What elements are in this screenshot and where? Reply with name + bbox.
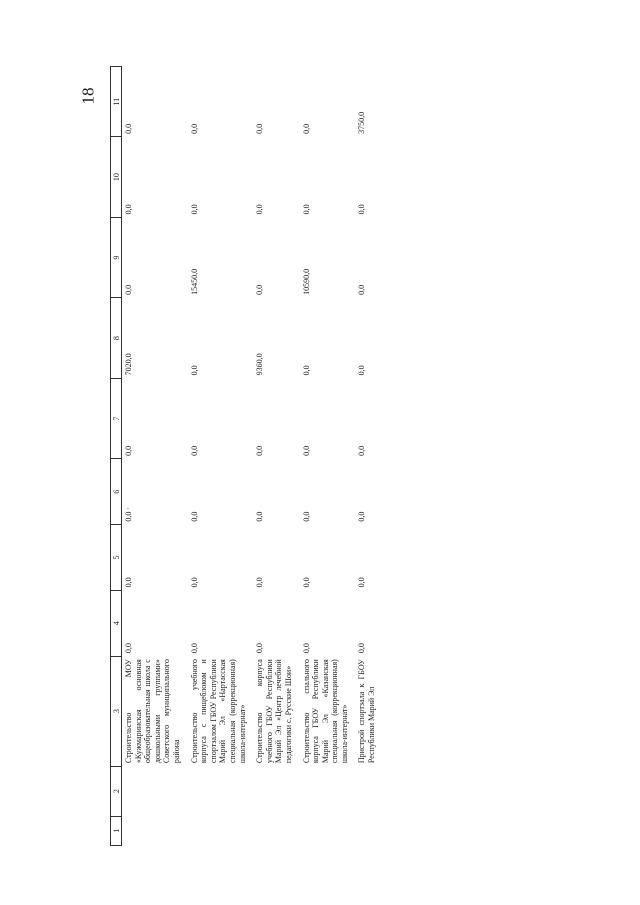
value-cell: 0,0 (301, 365, 311, 376)
code-cell (122, 766, 188, 816)
value-cell: 0,0 (255, 643, 265, 654)
program-table (110, 66, 383, 846)
value-cell: 0,0 (357, 511, 367, 522)
value-cell: 0,0 (301, 204, 311, 215)
value-cell: 0,0 (255, 123, 265, 134)
column-header: 9 (111, 217, 122, 298)
row-number-cell (253, 816, 299, 845)
row-number-cell (122, 816, 188, 845)
value-cell: 15450,0 (189, 268, 199, 295)
description-cell: Строительство МОУ «Кужмаринская основная общеобразовательная школа с дошкольными группами» Советского муниципального района (124, 659, 181, 764)
description-cell: Пристрой спортзала к ГБОУ Республики Марий Эл (357, 659, 377, 764)
value-cell: 7020,0 (124, 353, 133, 376)
value-cell: 0,0 (357, 643, 367, 654)
column-header: 2 (111, 766, 122, 816)
page-number: 18 (78, 87, 98, 105)
value-cell: 0,0 (357, 445, 367, 456)
value-cell: 0,0 (189, 445, 199, 456)
code-cell (253, 766, 299, 816)
value-cell: 0,0 (124, 284, 133, 295)
row-number-cell (300, 816, 356, 845)
value-cell: 0,0 (357, 577, 367, 588)
column-header: 10 (111, 137, 122, 218)
value-cell: 0,0 (189, 204, 199, 215)
column-header: 11 (111, 67, 122, 137)
value-cell: 0,0 (301, 445, 311, 456)
table-row (188, 67, 254, 846)
row-number-cell (188, 816, 254, 845)
description-cell: Строительство спального корпуса ГБОУ Республики Марий Эл «Казанская специальная (коррекционная) школа-интернат» (301, 659, 349, 764)
column-header: 8 (111, 298, 122, 379)
value-cell: 0,0 (124, 204, 133, 215)
column-header: 4 (111, 590, 122, 656)
table-row (355, 67, 382, 846)
value-cell: 0,0 (255, 511, 265, 522)
value-cell: 9360,0 (255, 353, 265, 376)
code-cell (188, 766, 254, 816)
value-cell: 0,0 (255, 445, 265, 456)
description-cell: Строительство корпуса учебного ГБОУ Республики Марий Эл «Центр лечебной педагогики с. Русские Шои» (255, 659, 293, 764)
column-header: 7 (111, 378, 122, 459)
value-cell: 0,0 (124, 445, 133, 456)
table-row (300, 67, 356, 846)
description-cell: Строительство учебного корпуса с пищеблоком и спортзалом ГБОУ Республики Марий Эл «Нартасская специальная (коррекционная) школа-интернат» (189, 659, 247, 764)
header-row (111, 67, 122, 846)
value-cell: 0,0 (189, 643, 199, 654)
value-cell: 0,0 (189, 577, 199, 588)
value-cell: 0,0 (301, 577, 311, 588)
column-header: 1 (111, 816, 122, 845)
value-cell: 0,0 (301, 123, 311, 134)
rotated-table-container (110, 66, 590, 846)
value-cell: 10590,0 (301, 268, 311, 295)
value-cell: 0,0 (301, 643, 311, 654)
value-cell: 0,0 (124, 577, 133, 588)
row-number-cell (355, 816, 382, 845)
value-cell: 0,0 (189, 365, 199, 376)
value-cell: 0,0 (189, 123, 199, 134)
value-cell: 0,0 · (124, 506, 133, 522)
column-header: 6 (111, 459, 122, 525)
value-cell: 3750,0 (357, 111, 367, 134)
column-header: 5 (111, 525, 122, 591)
code-cell (355, 766, 382, 816)
value-cell: 0,0 (255, 284, 265, 295)
column-header: 3 (111, 656, 122, 766)
value-cell: 0,0 (357, 365, 367, 376)
value-cell: 0,0 (357, 204, 367, 215)
value-cell: 0,0 (301, 511, 311, 522)
table-row (253, 67, 299, 846)
value-cell: 0,0 (124, 123, 133, 134)
code-cell (300, 766, 356, 816)
value-cell: 0,0 (255, 204, 265, 215)
value-cell: 0,0 (357, 284, 367, 295)
table-row (122, 67, 188, 846)
value-cell: 0,0 (255, 577, 265, 588)
value-cell: 0,0 (189, 511, 199, 522)
value-cell: 0,0 (124, 643, 133, 654)
